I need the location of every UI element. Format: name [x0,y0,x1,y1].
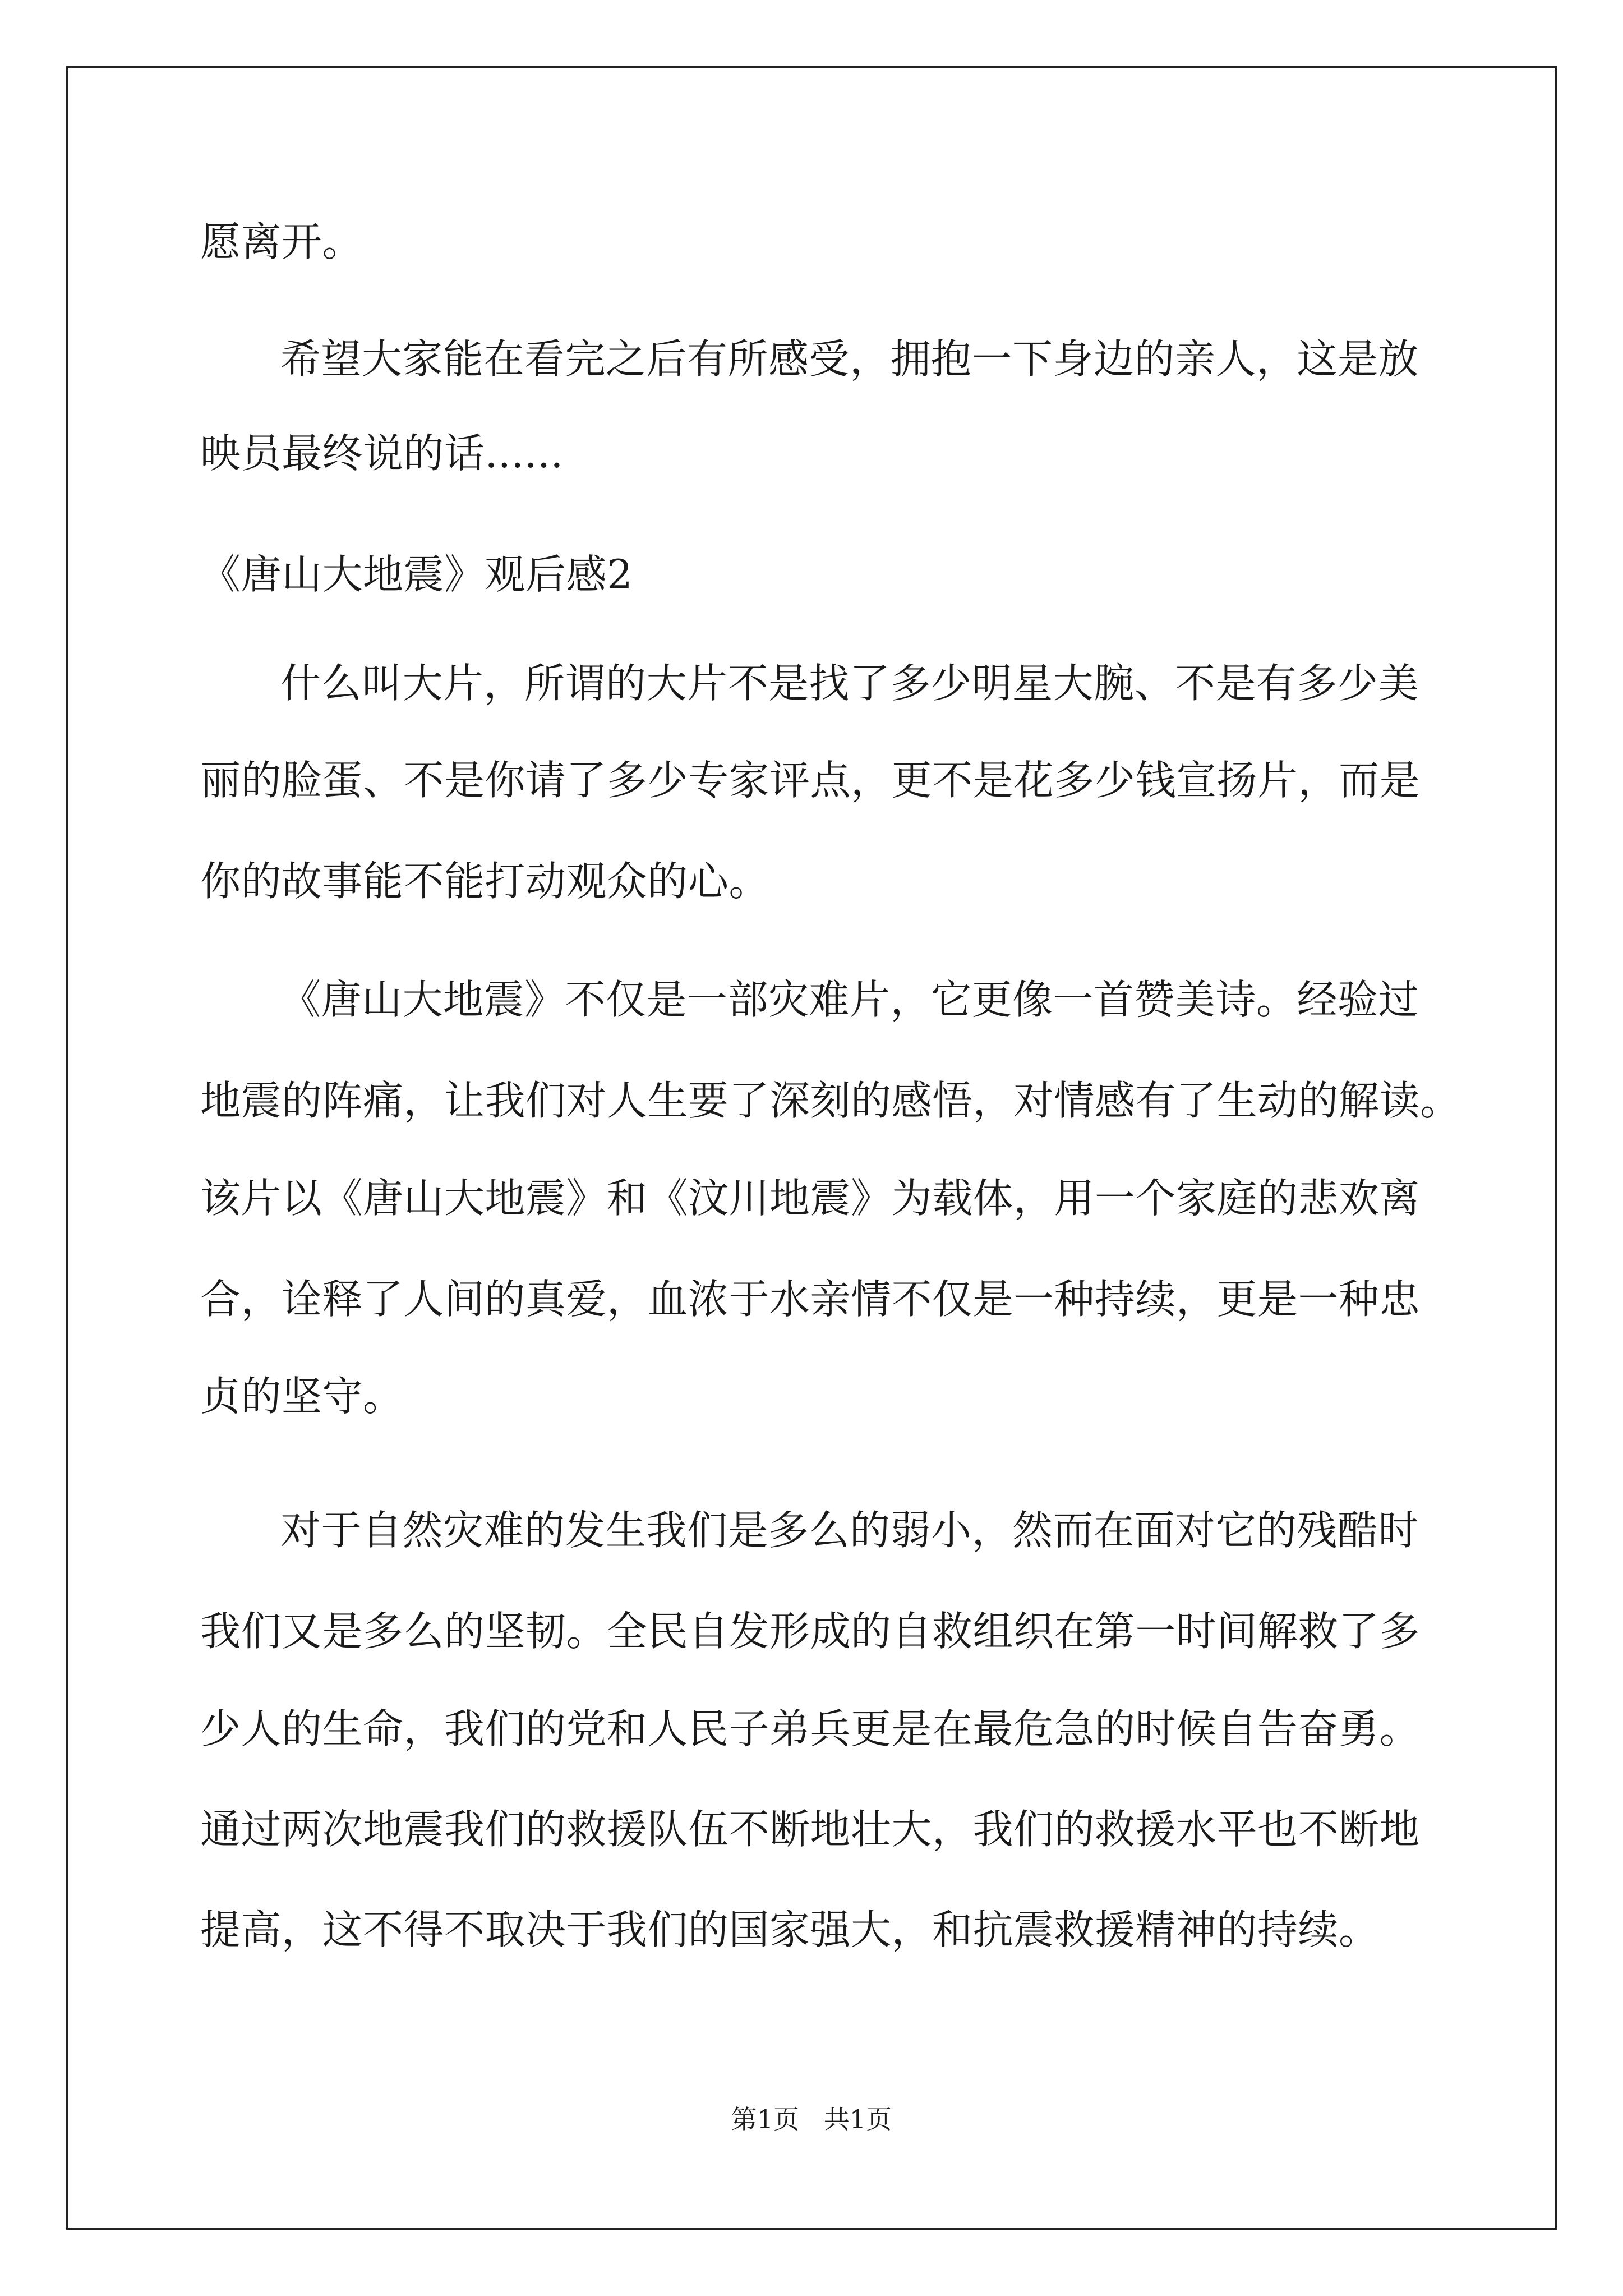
paragraph-line: 该片以《唐山大地震》和《汶川地震》为载体，用一个家庭的悲欢离 [200,1175,1421,1222]
paragraph-line: 地震的阵痛，让我们对人生要了深刻的感悟，对情感有了生动的解读。 [200,1077,1461,1124]
section-title: 《唐山大地震》观后感2 [200,551,633,598]
paragraph-line: 映员最终说的话...... [200,430,564,477]
paragraph-line: 对于自然灾难的发生我们是多么的弱小，然而在面对它的残酷时 [280,1507,1419,1554]
paragraph-line: 合，诠释了人间的真爱，血浓于水亲情不仅是一种持续，更是一种忠 [200,1276,1421,1323]
paragraph-line: 希望大家能在看完之后有所感受，拥抱一下身边的亲人，这是放 [280,335,1419,383]
paragraph-line: 提高，这不得不取决于我们的国家强大，和抗震救援精神的持续。 [200,1906,1380,1953]
page-footer: 第1页 共1页 [731,2104,892,2134]
paragraph-line: 《唐山大地震》不仅是一部灾难片，它更像一首赞美诗。经验过 [280,976,1419,1023]
paragraph-line: 丽的脸蛋、不是你请了多少专家评点，更不是花多少钱宣扬片，而是 [200,757,1421,804]
paragraph-line: 什么叫大片，所谓的大片不是找了多少明星大腕、不是有多少美 [280,660,1419,707]
paragraph-line: 贞的坚守。 [200,1373,404,1420]
paragraph-line: 通过两次地震我们的救援队伍不断地壮大，我们的救援水平也不断地 [200,1806,1421,1853]
paragraph-line: 少人的生命，我们的党和人民子弟兵更是在最危急的时候自告奋勇。 [200,1705,1421,1752]
paragraph-line: 愿离开。 [200,218,363,265]
paragraph-line: 我们又是多么的坚韧。全民自发形成的自救组织在第一时间解救了多 [200,1608,1421,1655]
paragraph-line: 你的故事能不能打动观众的心。 [200,858,770,905]
